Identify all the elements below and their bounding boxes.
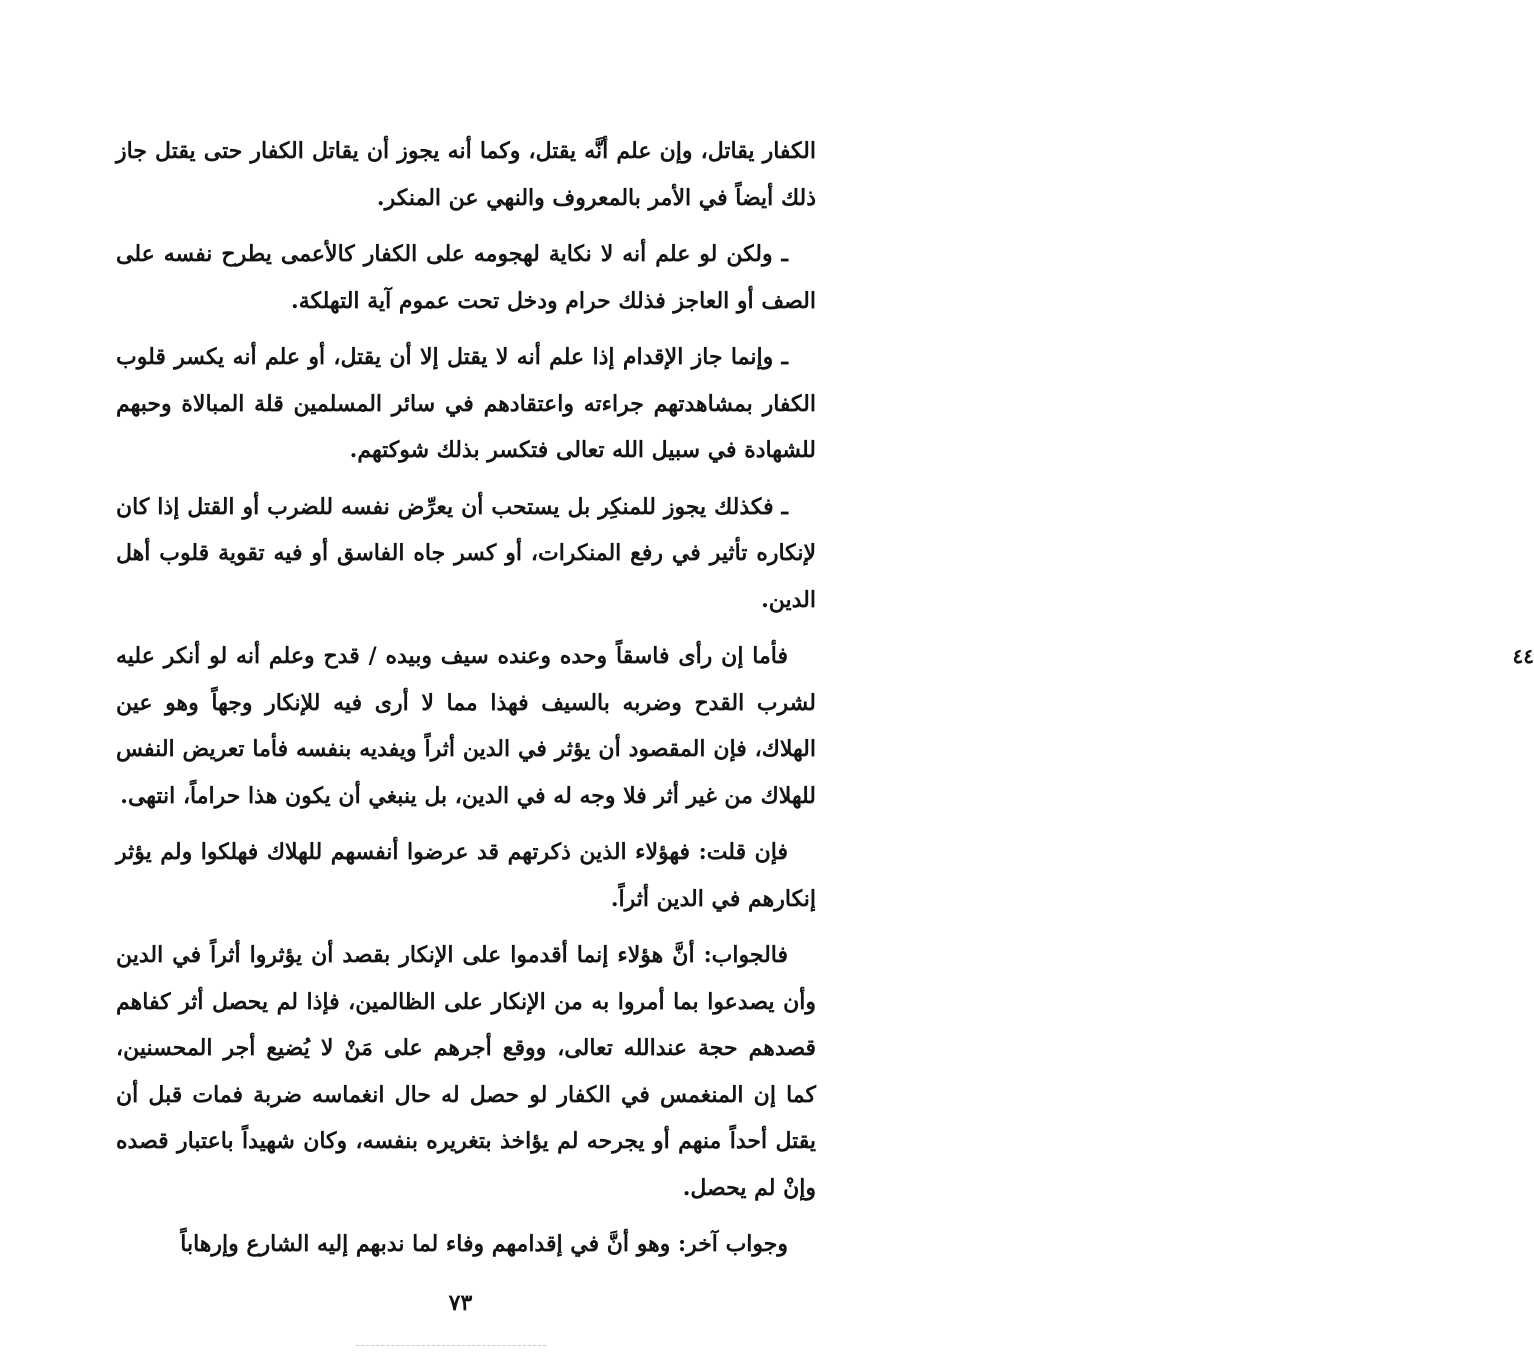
paragraph-8: وجواب آخر: وهو أنَّ في إقدامهم وفاء لما ندبهم إليه الشارع وإرهاباً [180, 1231, 788, 1257]
margin-folio-number: ٤٤ [1512, 644, 1534, 668]
paragraph-7: فالجواب: أنَّ هؤلاء إنما أقدموا على الإنكار بقصد أن يؤثروا أثراً في الدين وأن يصدعوا بما أمروا به من الإنكار على الظالمين، فإذا لم يحصل أثر كفاهم قصدهم حجة عندالله تعالى، ووقع أجرهم على مَنْ لا يُضيع أجر المحسنين، كما إن المنغمس في الكفار لو حصل له حال انغماسه ضربة فمات قبل أن يقتل أحداً منهم أو يجرحه لم يؤاخذ بتغريره بنفسه، وكان شهيداً باعتبار قصده وإنْ لم يحصل. [116, 942, 816, 1201]
bottom-divider [356, 1345, 546, 1347]
page-number: ٧٣ [448, 1290, 473, 1316]
paragraph-5-wrap [116, 633, 1534, 819]
paragraph-4: ـ فكذلك يجوز للمنكِر بل يستحب أن يعرِّض نفسه للضرب أو القتل إذا كان لإنكاره تأثير في رفع المنكرات، أو كسر جاه الفاسق أو فيه تقوية قلوب أهل الدين. [116, 493, 816, 613]
paragraph-2: ـ ولكن لو علم أنه لا نكاية لهجومه على الكفار كالأعمى يطرح نفسه على الصف أو العاجز فذلك حرام ودخل تحت عموم آية التهلكة. [116, 241, 816, 314]
paragraph-3: ـ وإنما جاز الإقدام إذا علم أنه لا يقتل إلا أن يقتل، أو علم أنه يكسر قلوب الكفار بمشاهدتهم جراءته واعتقادهم في سائر المسلمين قلة المبالاة وحبهم للشهادة في سبيل الله تعالى فتكسر بذلك شوكتهم. [116, 344, 816, 463]
paragraph-6: فإن قلت: فهؤلاء الذين ذكرتهم قد عرضوا أنفسهم للهلاك فهلكوا ولم يؤثر إنكارهم في الدين أثراً. [116, 839, 816, 912]
paragraph-5: فأما إن رأى فاسقاً وحده وعنده سيف وبيده / قدح وعلم أنه لو أنكر عليه لشرب القدح وضربه بالسيف فهذا مما لا أرى فيه للإنكار وجهاً وهو عين الهلاك، فإن المقصود أن يؤثر في الدين أثراً ويفديه بنفسه فأما تعريض النفس للهلاك من غير أثر فلا وجه له في الدين، بل ينبغي أن يكون هذا حراماً، انتهى. [116, 643, 816, 809]
paragraph-1: الكفار يقاتل، وإن علم أنَّه يقتل، وكما أنه يجوز أن يقاتل الكفار حتى يقتل جاز ذلك أيضاً في الأمر بالمعروف والنهي عن المنكر. [116, 138, 816, 211]
body-text [116, 128, 1534, 1278]
